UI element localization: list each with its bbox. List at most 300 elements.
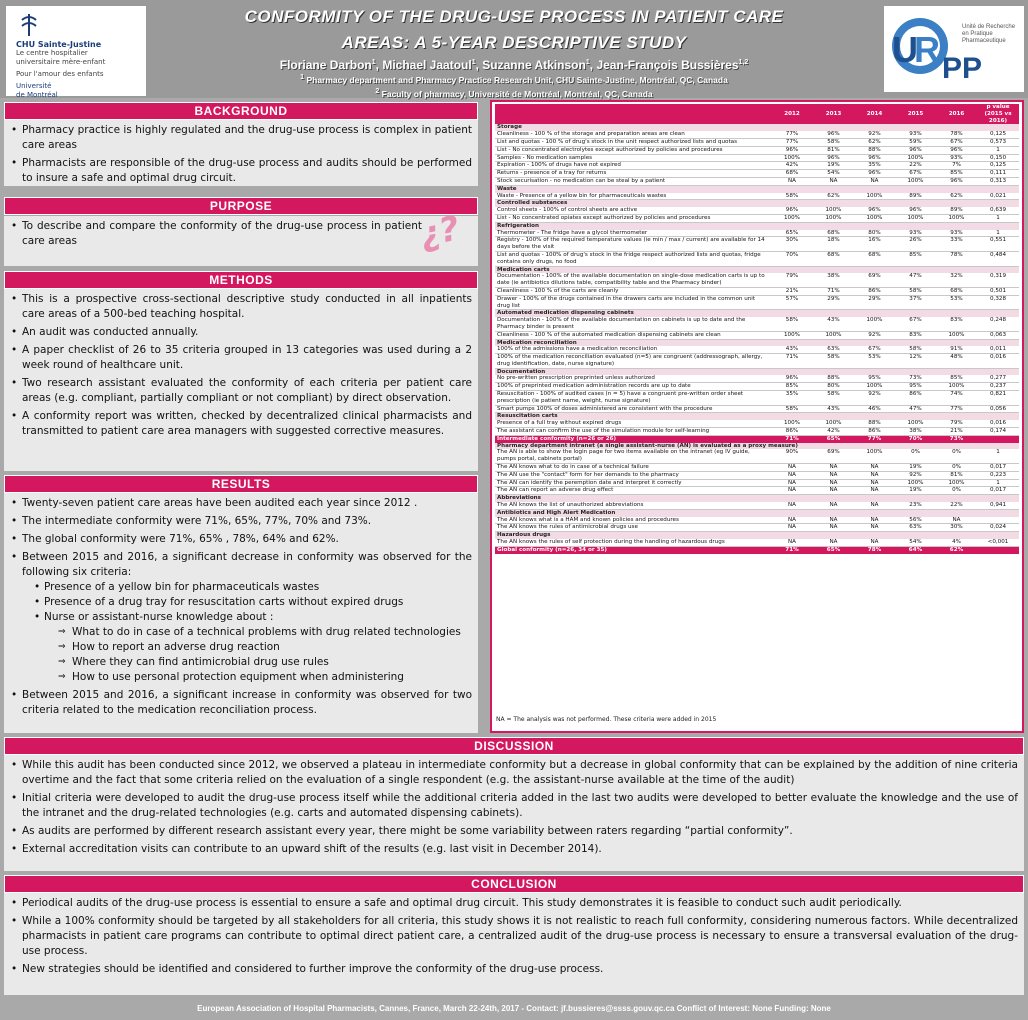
- table-cell: <0,001: [977, 539, 1019, 546]
- table-cell: 1: [977, 230, 1019, 237]
- table-criterion-label: Cleanliness - 100 % of the automated medication dispensing cabinets are clean: [495, 331, 771, 339]
- table-row: [495, 131, 1019, 138]
- table-category-label: Waste: [495, 185, 1019, 192]
- table-cell: 43%: [813, 405, 854, 413]
- table-cell: 96%: [771, 375, 813, 382]
- table-cell: 22%: [895, 162, 936, 170]
- logo-left-name: CHU Sainte-Justine: [16, 40, 102, 49]
- table-cell: 0,313: [977, 177, 1019, 185]
- table-cell: 0,237: [977, 383, 1019, 391]
- table-cell: 0,111: [977, 170, 1019, 178]
- table-row: [495, 273, 1019, 287]
- table-cell: NA: [854, 539, 895, 546]
- table-cell: 68%: [936, 287, 977, 295]
- table-cell: NA: [771, 539, 813, 546]
- table-cell: [977, 546, 1019, 553]
- table-cell: NA: [854, 517, 895, 524]
- table-cell: 100%: [771, 154, 813, 162]
- table-cell: NA: [771, 524, 813, 532]
- table-criterion-label: Control sheets - 100% of control sheets are active: [495, 207, 771, 214]
- table-row: [495, 193, 1019, 200]
- author-list: Floriane Darbon$^1$, Michael Jaatoul$^1$, Suzanne Atkinson$^1$, Jean-François Bussières$^{1,2}$: [279, 58, 749, 72]
- table-row: [495, 449, 1019, 463]
- table-cell: 62%: [936, 193, 977, 200]
- table-cell: 54%: [813, 170, 854, 178]
- table-cell: 100%: [771, 331, 813, 339]
- methods-item: • This is a prospective cross-sectional descriptive study conducted in all inpatients care areas of a 500-bed teaching hospital.: [22, 292, 472, 322]
- table-row: [495, 207, 1019, 214]
- svg-text:en Pratique: en Pratique: [962, 31, 993, 37]
- table-row: [495, 517, 1019, 524]
- table-row: [495, 162, 1019, 170]
- table-cell: 67%: [895, 317, 936, 331]
- table-row: [495, 346, 1019, 353]
- results-item: • The intermediate conformity were 71%, 65%, 77%, 70% and 73%.: [22, 514, 472, 529]
- table-cell: 0,821: [977, 391, 1019, 406]
- table-cell: 16%: [854, 237, 895, 252]
- table-criterion-label: Smart pumps 100% of doses administered are consistent with the procedure: [495, 405, 771, 413]
- discussion-item: • As audits are performed by different research assistant every year, there might be some variability between raters regarding “partial conformity”.: [22, 824, 1018, 839]
- logo-left-line5: Université: [16, 82, 52, 90]
- table-cell: 59%: [895, 138, 936, 146]
- table-criterion-label: Documentation - 100% of the available documentation on single-dose medication carts is up to date (ie antibiotics dilutions table, compatibility table and the Pharmacy binder): [495, 273, 771, 287]
- table-cell: 93%: [936, 154, 977, 162]
- table-criterion-label: Expiration - 100% of drugs have not expired: [495, 162, 771, 170]
- table-category-label: Automated medication dispensing cabinets: [495, 310, 1019, 317]
- table-cell: 0%: [936, 449, 977, 463]
- table-cell: 0,248: [977, 317, 1019, 331]
- affiliation-2: $^2$ Faculty of pharmacy, Université de Montréal, Montréal, QC, Canada: [375, 87, 653, 99]
- table-cell: 58%: [771, 405, 813, 413]
- table-cell: 29%: [854, 295, 895, 310]
- table-cell: 0,011: [977, 346, 1019, 353]
- table-row: [495, 146, 1019, 154]
- urpp-logo: [884, 6, 1024, 92]
- table-header-cell: 2013: [813, 104, 854, 124]
- table-cell: 54%: [895, 539, 936, 546]
- table-cell: NA: [813, 502, 854, 509]
- table-cell: 100%: [854, 214, 895, 222]
- table-cell: 89%: [895, 193, 936, 200]
- table-criterion-label: Cleanliness - 100 % of the carts are cleanly: [495, 287, 771, 295]
- results-sub-item: • Nurse or assistant-nurse knowledge about : ⇒ What to do in case of a technical problems with drug related technologies ⇒ How to report an adverse drug reaction ⇒ Where they can find antimicrobial drug use rules ⇒ How to use personal protection equipment when administering: [44, 610, 472, 685]
- table-category-row: [495, 509, 1019, 516]
- table-cell: 88%: [813, 375, 854, 382]
- table-cell: 70%: [771, 251, 813, 266]
- table-category-row: [495, 185, 1019, 192]
- table-cell: 63%: [813, 346, 854, 353]
- results-sub-sub-item: ⇒ How to report an adverse drug reaction: [72, 640, 472, 655]
- table-cell: 95%: [895, 383, 936, 391]
- table-cell: 48%: [936, 354, 977, 369]
- table-criterion-label: Intermediate conformity (n=26 or 26): [495, 435, 771, 442]
- table-cell: 78%: [936, 251, 977, 266]
- table-row: [495, 170, 1019, 178]
- chu-emblem-icon: [16, 12, 42, 38]
- table-cell: 65%: [813, 435, 854, 442]
- table-cell: 58%: [813, 138, 854, 146]
- methods-item: • A paper checklist of 26 to 35 criteria grouped in 13 categories was used during a 2 week round of healthcare unit.: [22, 343, 472, 373]
- table-cell: 100%: [936, 383, 977, 391]
- table-row: [495, 524, 1019, 532]
- table-cell: 56%: [895, 517, 936, 524]
- table-cell: 96%: [813, 154, 854, 162]
- table-cell: 32%: [936, 273, 977, 287]
- table-criterion-label: List and quotas - 100 % of drug's stock in the unit respect authorized lists and quotas: [495, 138, 771, 146]
- table-cell: 35%: [854, 162, 895, 170]
- table-criterion-label: Documentation - 100% of the available documentation on cabinets is up to date and the Pharmacy binder is present: [495, 317, 771, 331]
- table-cell: 47%: [895, 405, 936, 413]
- table-cell: 0,319: [977, 273, 1019, 287]
- table-cell: 0,501: [977, 287, 1019, 295]
- svg-text:Unité de Recherche: Unité de Recherche: [962, 24, 1016, 30]
- chu-sainte-justine-logo: [6, 6, 146, 99]
- table-category-row: [495, 200, 1019, 207]
- table-cell: 62%: [936, 546, 977, 553]
- table-cell: NA: [936, 517, 977, 524]
- table-criterion-label: The AN knows what is a HAM and known policies and procedures: [495, 517, 771, 524]
- table-cell: 71%: [771, 354, 813, 369]
- table-cell: 85%: [936, 375, 977, 382]
- background-body: [4, 120, 478, 186]
- results-sub-item: • Presence of a yellow bin for pharmaceuticals wastes: [44, 580, 472, 595]
- table-cell: 64%: [895, 546, 936, 553]
- table-cell: 79%: [771, 273, 813, 287]
- table-category-row: [495, 495, 1019, 502]
- table-criterion-label: The AN can identify the peremption date and interpret it correctly: [495, 479, 771, 487]
- table-cell: 78%: [936, 131, 977, 138]
- table-cell: 96%: [771, 207, 813, 214]
- table-cell: 81%: [813, 146, 854, 154]
- table-cell: 85%: [936, 170, 977, 178]
- table-cell: NA: [854, 479, 895, 487]
- table-cell: 96%: [813, 131, 854, 138]
- table-cell: 86%: [854, 287, 895, 295]
- svg-text:U: U: [892, 29, 918, 70]
- table-row: [495, 428, 1019, 436]
- table-cell: 0,328: [977, 295, 1019, 310]
- table-criterion-label: Cleanliness - 100 % of the storage and preparation areas are clean: [495, 131, 771, 138]
- table-row: [495, 138, 1019, 146]
- section-header-methods: METHODS: [4, 271, 478, 289]
- table-cell: NA: [854, 502, 895, 509]
- table-criterion-label: List - No concentrated electrolytes except authorized by policies and procedures: [495, 146, 771, 154]
- question-mark-icon: ¿?: [416, 208, 464, 256]
- table-row: [495, 502, 1019, 509]
- table-row: [495, 251, 1019, 266]
- table-cell: 47%: [895, 273, 936, 287]
- table-cell: NA: [771, 479, 813, 487]
- table-cell: 86%: [771, 428, 813, 436]
- table-row: [495, 487, 1019, 495]
- svg-text:PP: PP: [942, 52, 983, 85]
- table-cell: 63%: [895, 524, 936, 532]
- table-cell: 1: [977, 449, 1019, 463]
- table-cell: 96%: [771, 146, 813, 154]
- table-cell: 100%: [813, 207, 854, 214]
- table-cell: 89%: [936, 207, 977, 214]
- table-cell: 86%: [895, 391, 936, 406]
- table-cell: 0,016: [977, 420, 1019, 427]
- table-cell: 35%: [771, 391, 813, 406]
- table-category-label: Storage: [495, 124, 1019, 131]
- table-cell: 100%: [854, 449, 895, 463]
- conclusion-item: • New strategies should be identified and considered to further improve the conformity of the drug-use process.: [22, 962, 1018, 977]
- table-cell: 0,021: [977, 193, 1019, 200]
- table-cell: 96%: [895, 146, 936, 154]
- table-cell: 19%: [813, 162, 854, 170]
- table-cell: 0,223: [977, 471, 1019, 479]
- table-cell: 95%: [854, 375, 895, 382]
- logo-left-line3: universitaire mère-enfant: [16, 58, 106, 66]
- table-criterion-label: Stock securisation - no medication can be steal by a patient: [495, 177, 771, 185]
- table-criterion-label: Samples - No medication samples: [495, 154, 771, 162]
- table-criterion-label: Returns - presence of a tray for returns: [495, 170, 771, 178]
- table-cell: 67%: [936, 138, 977, 146]
- table-row: [495, 479, 1019, 487]
- table-criterion-label: The AN is able to show the login page for two items available on the intranet (eg IV guide, pumps portal, cabinets portal): [495, 449, 771, 463]
- table-cell: NA: [813, 177, 854, 185]
- table-cell: NA: [854, 487, 895, 495]
- discussion-item: • While this audit has been conducted since 2012, we observed a plateau in intermediate conformity but a decrease in global conformity that can be explained by the addition of nine criteria overtime and the fact that some criteria relied on the evaluation of a single respondent (e.g. the assistant-nurse available at the time of the audit): [22, 758, 1018, 788]
- table-cell: 0,174: [977, 428, 1019, 436]
- table-cell: 58%: [813, 391, 854, 406]
- table-category-row: [495, 310, 1019, 317]
- table-cell: 58%: [895, 346, 936, 353]
- table-cell: NA: [854, 464, 895, 472]
- table-cell: 71%: [771, 546, 813, 553]
- table-header-cell: 2015: [895, 104, 936, 124]
- table-cell: 1: [977, 146, 1019, 154]
- section-header-discussion: DISCUSSION: [4, 737, 1024, 755]
- table-cell: 68%: [771, 170, 813, 178]
- table-total-row: [495, 435, 1019, 442]
- table-cell: 0,484: [977, 251, 1019, 266]
- results-item: • Twenty-seven patient care areas have been audited each year since 2012 .: [22, 496, 472, 511]
- table-cell: 43%: [813, 317, 854, 331]
- table-criterion-label: Registry - 100% of the required temperature values (ie min / max / current) are available for 14 days before the visit: [495, 237, 771, 252]
- table-cell: 0,941: [977, 502, 1019, 509]
- section-header-conclusion: CONCLUSION: [4, 875, 1024, 893]
- table-cell: 92%: [854, 391, 895, 406]
- table-cell: 0,277: [977, 375, 1019, 382]
- table-cell: 22%: [936, 502, 977, 509]
- table-criterion-label: 100% of preprinted medication administration records are up to date: [495, 383, 771, 391]
- table-cell: 0%: [936, 464, 977, 472]
- table-cell: 100%: [936, 331, 977, 339]
- table-cell: NA: [854, 177, 895, 185]
- poster-title-line1: CONFORMITY OF THE DRUG-USE PROCESS IN PATIENT CARE: [244, 7, 784, 26]
- table-cell: 80%: [813, 383, 854, 391]
- table-criterion-label: The AN can report an adverse drug effect: [495, 487, 771, 495]
- table-cell: 29%: [813, 295, 854, 310]
- discussion-body: [4, 755, 1024, 871]
- table-cell: NA: [771, 471, 813, 479]
- table-row: [495, 230, 1019, 237]
- table-criterion-label: The AN knows the rules of self protection during the handling of hazardous drugs: [495, 539, 771, 546]
- table-cell: 67%: [854, 346, 895, 353]
- table-cell: 58%: [771, 193, 813, 200]
- table-cell: 100%: [813, 331, 854, 339]
- table-cell: 30%: [771, 237, 813, 252]
- table-cell: 96%: [936, 177, 977, 185]
- table-cell: 100%: [771, 420, 813, 427]
- table-category-label: Pharmacy department intranet (a single assistant-nurse (AN) is evaluated as a proxy measure): [495, 443, 1019, 450]
- table-criterion-label: The AN use the "contact" form for her demands to the pharmacy: [495, 471, 771, 479]
- table-cell: 53%: [854, 354, 895, 369]
- table-category-label: Medication carts: [495, 266, 1019, 273]
- table-cell: 0,125: [977, 131, 1019, 138]
- table-cell: [977, 435, 1019, 442]
- table-cell: NA: [813, 479, 854, 487]
- table-category-row: [495, 443, 1019, 450]
- table-cell: 100%: [895, 420, 936, 427]
- table-cell: 96%: [854, 207, 895, 214]
- table-cell: 100%: [895, 154, 936, 162]
- results-table-panel: [490, 100, 1024, 733]
- table-cell: 88%: [854, 420, 895, 427]
- table-cell: 92%: [854, 131, 895, 138]
- table-cell: 12%: [895, 354, 936, 369]
- table-cell: 69%: [813, 449, 854, 463]
- table-cell: 73%: [936, 435, 977, 442]
- table-cell: 91%: [936, 346, 977, 353]
- table-row: [495, 375, 1019, 382]
- table-cell: 79%: [936, 420, 977, 427]
- table-header-criteria: [495, 104, 771, 124]
- author-name: Jean-François Bussières: [596, 58, 739, 72]
- svg-text:R: R: [914, 29, 940, 70]
- table-criterion-label: The AN knows the list of unauthorized abbreviations: [495, 502, 771, 509]
- table-cell: 85%: [771, 383, 813, 391]
- table-cell: NA: [813, 487, 854, 495]
- table-cell: 77%: [854, 435, 895, 442]
- table-cell: 90%: [771, 449, 813, 463]
- table-cell: 83%: [936, 317, 977, 331]
- table-header-cell: 2012: [771, 104, 813, 124]
- table-cell: 46%: [854, 405, 895, 413]
- table-cell: 0,125: [977, 162, 1019, 170]
- table-row: [495, 354, 1019, 369]
- table-category-label: Abbreviations: [495, 495, 1019, 502]
- section-header-results: RESULTS: [4, 475, 478, 493]
- table-category-row: [495, 368, 1019, 375]
- table-cell: 58%: [895, 287, 936, 295]
- table-cell: 19%: [895, 464, 936, 472]
- urpp-logo-graphic: [884, 6, 1024, 92]
- table-row: [495, 317, 1019, 331]
- logo-left-line6: de Montréal: [16, 91, 58, 99]
- table-cell: 0,016: [977, 354, 1019, 369]
- table-cell: 100%: [854, 383, 895, 391]
- results-item: • Between 2015 and 2016, a significant increase in conformity was observed for two criteria related to the medication reconciliation process.: [22, 688, 472, 718]
- table-cell: 0,024: [977, 524, 1019, 532]
- table-cell: 93%: [936, 230, 977, 237]
- table-cell: 1: [977, 214, 1019, 222]
- table-cell: 0,573: [977, 138, 1019, 146]
- table-cell: 100%: [854, 193, 895, 200]
- poster-title-line2: AREAS: A 5-YEAR DESCRIPTIVE STUDY: [341, 33, 687, 52]
- methods-item: • A conformity report was written, checked by decentralized clinical pharmacists and transmitted to patient care area managers with suggested corrective measures.: [22, 409, 472, 439]
- table-cell: 69%: [854, 273, 895, 287]
- table-category-row: [495, 266, 1019, 273]
- table-criterion-label: The AN knows what to do in case of a technical failure: [495, 464, 771, 472]
- table-cell: 68%: [813, 251, 854, 266]
- results-table: [495, 104, 1019, 554]
- table-row: [495, 177, 1019, 185]
- table-category-row: [495, 222, 1019, 229]
- table-cell: 92%: [895, 471, 936, 479]
- table-cell: 100%: [771, 214, 813, 222]
- table-category-label: Hazardous drugs: [495, 532, 1019, 539]
- table-cell: 62%: [813, 193, 854, 200]
- table-cell: 80%: [854, 230, 895, 237]
- table-cell: 85%: [895, 251, 936, 266]
- table-cell: 70%: [895, 435, 936, 442]
- table-cell: 38%: [895, 428, 936, 436]
- table-cell: 96%: [895, 207, 936, 214]
- table-row: [495, 420, 1019, 427]
- table-category-row: [495, 413, 1019, 420]
- table-category-row: [495, 124, 1019, 131]
- table-row: [495, 287, 1019, 295]
- table-cell: NA: [854, 524, 895, 532]
- table-category-label: Antibiotics and High Alert Medication: [495, 509, 1019, 516]
- table-row: [495, 539, 1019, 546]
- table-row: [495, 383, 1019, 391]
- table-cell: NA: [813, 464, 854, 472]
- table-cell: 96%: [854, 170, 895, 178]
- table-cell: 83%: [895, 331, 936, 339]
- table-cell: 0,551: [977, 237, 1019, 252]
- table-cell: 100%: [895, 214, 936, 222]
- table-row: [495, 391, 1019, 406]
- table-cell: NA: [813, 524, 854, 532]
- table-cell: 100%: [854, 317, 895, 331]
- table-cell: NA: [771, 502, 813, 509]
- table-cell: 4%: [936, 539, 977, 546]
- table-cell: 23%: [895, 502, 936, 509]
- table-cell: 88%: [854, 146, 895, 154]
- table-cell: 68%: [854, 251, 895, 266]
- table-cell: 1: [977, 479, 1019, 487]
- methods-item: • An audit was conducted annually.: [22, 325, 472, 340]
- author-name: Floriane Darbon: [279, 58, 372, 72]
- table-cell: 77%: [771, 131, 813, 138]
- results-sub-sub-item: ⇒ Where they can find antimicrobial drug use rules: [72, 655, 472, 670]
- table-criterion-label: 100% of the medication reconciliation evaluated (n=5) are congruent (addressograph, allergy, drug identification, date, nurse signature): [495, 354, 771, 369]
- table-cell: NA: [771, 517, 813, 524]
- table-category-label: Documentation: [495, 368, 1019, 375]
- table-criterion-label: No pre-written prescription preprinted unless authorized: [495, 375, 771, 382]
- logo-left-line2: Le centre hospitalier: [16, 49, 88, 57]
- table-cell: 96%: [854, 154, 895, 162]
- table-cell: 96%: [936, 146, 977, 154]
- table-criterion-label: 100% of the admissions have a medication reconciliation: [495, 346, 771, 353]
- background-item: • Pharmacists are responsible of the drug-use process and audits should be performed to insure a safe and optimal drug circuit.: [22, 156, 472, 186]
- table-header-cell: 2016: [936, 104, 977, 124]
- purpose-item: • To describe and compare the conformity of the drug-use process in patient care areas: [22, 219, 422, 249]
- table-cell: 100%: [895, 177, 936, 185]
- results-sub-sub-item: ⇒ What to do in case of a technical problems with drug related technologies: [72, 625, 472, 640]
- table-cell: 86%: [854, 428, 895, 436]
- table-criterion-label: List and quotas - 100% of drug's stock in the fridge respect authorized lists and quotas, fridge contains only drugs, no food: [495, 251, 771, 266]
- table-cell: 77%: [936, 405, 977, 413]
- table-cell: NA: [813, 517, 854, 524]
- table-cell: 0,150: [977, 154, 1019, 162]
- table-row: [495, 237, 1019, 252]
- table-footnote: NA = The analysis was not performed. These criteria were added in 2015: [496, 716, 717, 723]
